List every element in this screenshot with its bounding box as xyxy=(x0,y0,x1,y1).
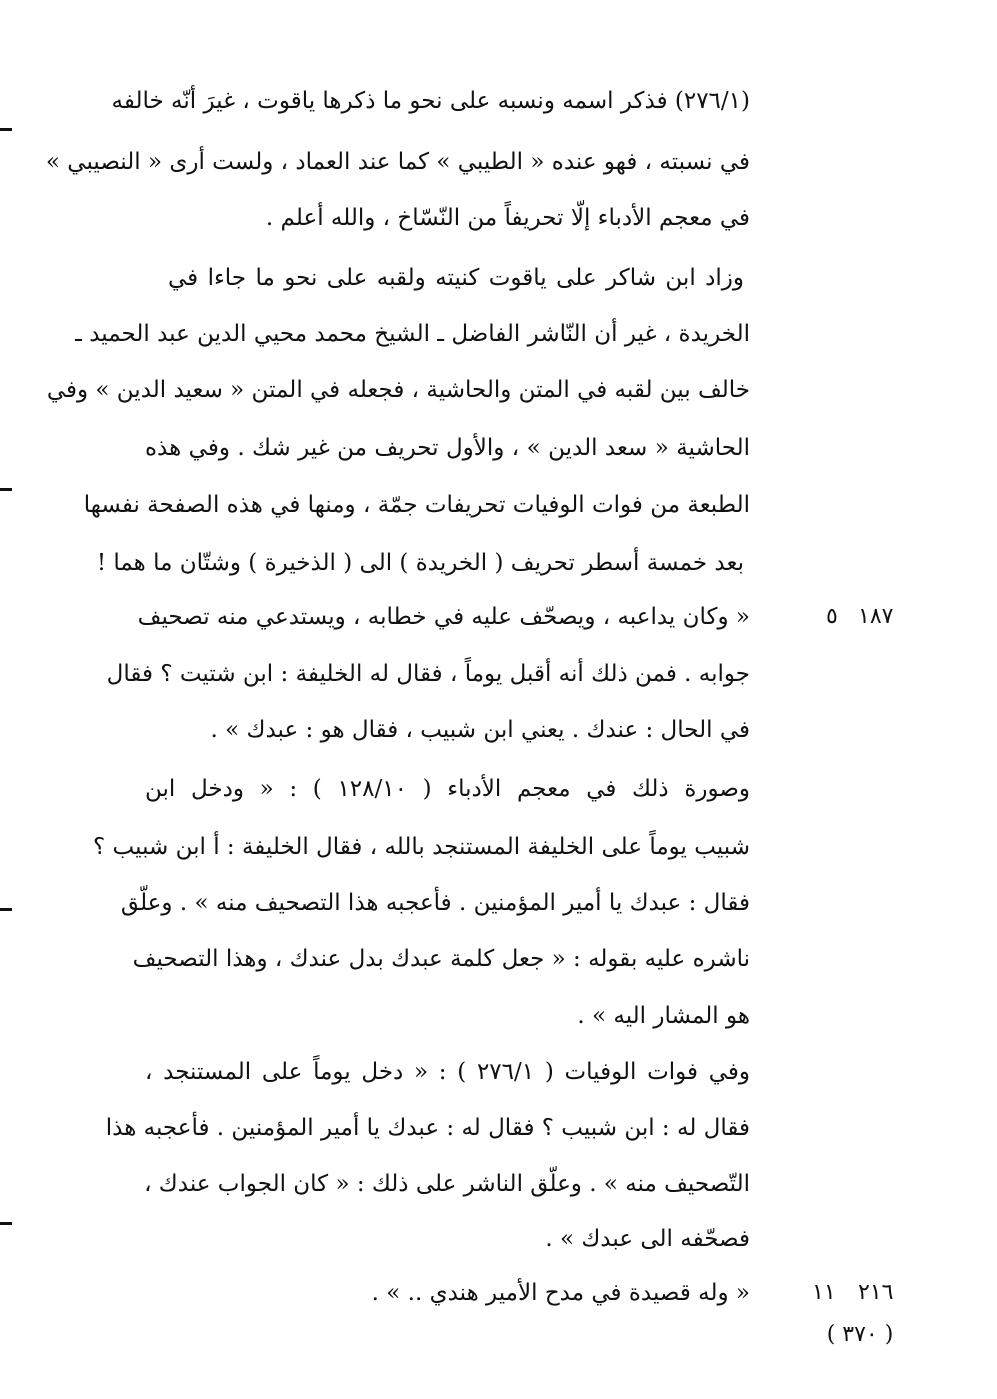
text-line: في نسبته ، فهو عنده « الطيبي » كما عند العماد ، ولست أرى « النصيبي » xyxy=(45,149,750,175)
text-line: فقال : عبدك يا أمير المؤمنين . فأعجبه هذا التصحيف منه » . وعلّق xyxy=(120,890,750,916)
margin-mark xyxy=(0,1222,12,1225)
page-number: ( ٣٧٠ ) xyxy=(826,1322,894,1347)
text-line: فقال له : ابن شبيب ؟ فقال له : عبدك يا أمير المؤمنين . فأعجبه هذا xyxy=(105,1115,750,1141)
text-line: شبيب يوماً على الخليفة المستنجد بالله ، فقال الخليفة : أ ابن شبيب ؟ xyxy=(93,834,750,860)
margin-mark xyxy=(0,128,12,131)
text-line: بعد خمسة أسطر تحريف ( الخريدة ) الى ( الذخيرة ) وشتّان ما هما ! xyxy=(96,550,744,576)
text-line: في معجم الأدباء إلّا تحريفاً من النّسّاخ ، والله أعلم . xyxy=(265,205,750,231)
text-line: التّصحيف منه » . وعلّق الناشر على ذلك : « كان الجواب عندك ، xyxy=(144,1171,750,1197)
text-line: الخريدة ، غير أن النّاشر الفاضل ـ الشيخ محمد محيي الدين عبد الحميد ـ xyxy=(75,321,750,347)
entry-number: ٢١٦ xyxy=(858,1280,894,1305)
text-line: وصورة ذلك في معجم الأدباء ( ١٢٨/١٠ ) : « ودخل ابن xyxy=(145,776,751,802)
entry-line-number: ١١ xyxy=(812,1280,836,1305)
text-line: الحاشية « سعد الدين » ، والأول تحريف من غير شك . وفي هذه xyxy=(145,435,750,461)
text-line: جوابه . فمن ذلك أنه أقبل يوماً ، فقال له الخليفة : ابن شتيت ؟ فقال xyxy=(106,661,750,687)
entry-line-number: ٥ xyxy=(826,604,838,629)
text-line: خالف بين لقبه في المتن والحاشية ، فجعله في المتن « سعيد الدين » وفي xyxy=(46,377,750,403)
text-line: « وله قصيدة في مدح الأمير هندي .. » . xyxy=(371,1280,750,1306)
text-line: « وكان يداعبه ، ويصحّف عليه في خطابه ، ويستدعي منه تصحيف xyxy=(137,604,750,630)
margin-mark xyxy=(0,908,12,911)
margin-mark xyxy=(0,488,12,491)
text-line: فصحّفه الى عبدك » . xyxy=(545,1226,750,1252)
text-line: هو المشار اليه » . xyxy=(577,1003,750,1029)
text-line: الطبعة من فوات الوفيات تحريفات جمّة ، ومنها في هذه الصفحة نفسها xyxy=(83,492,750,518)
text-line: وزاد ابن شاكر على ياقوت كنيته ولقبه على نحو ما جاءا في xyxy=(168,265,744,291)
text-line: في الحال : عندك . يعني ابن شبيب ، فقال هو : عبدك » . xyxy=(210,717,750,743)
text-line: (٢٧٦/١) فذكر اسمه ونسبه على نحو ما ذكرها ياقوت ، غيرَ أنّه خالفه xyxy=(111,88,750,114)
text-line: ناشره عليه بقوله : « جعل كلمة عبدك بدل عندك ، وهذا التصحيف xyxy=(132,946,750,972)
entry-number: ١٨٧ xyxy=(858,604,894,629)
text-line: وفي فوات الوفيات ( ٢٧٦/١ ) : « دخل يوماً على المستنجد ، xyxy=(145,1059,750,1085)
